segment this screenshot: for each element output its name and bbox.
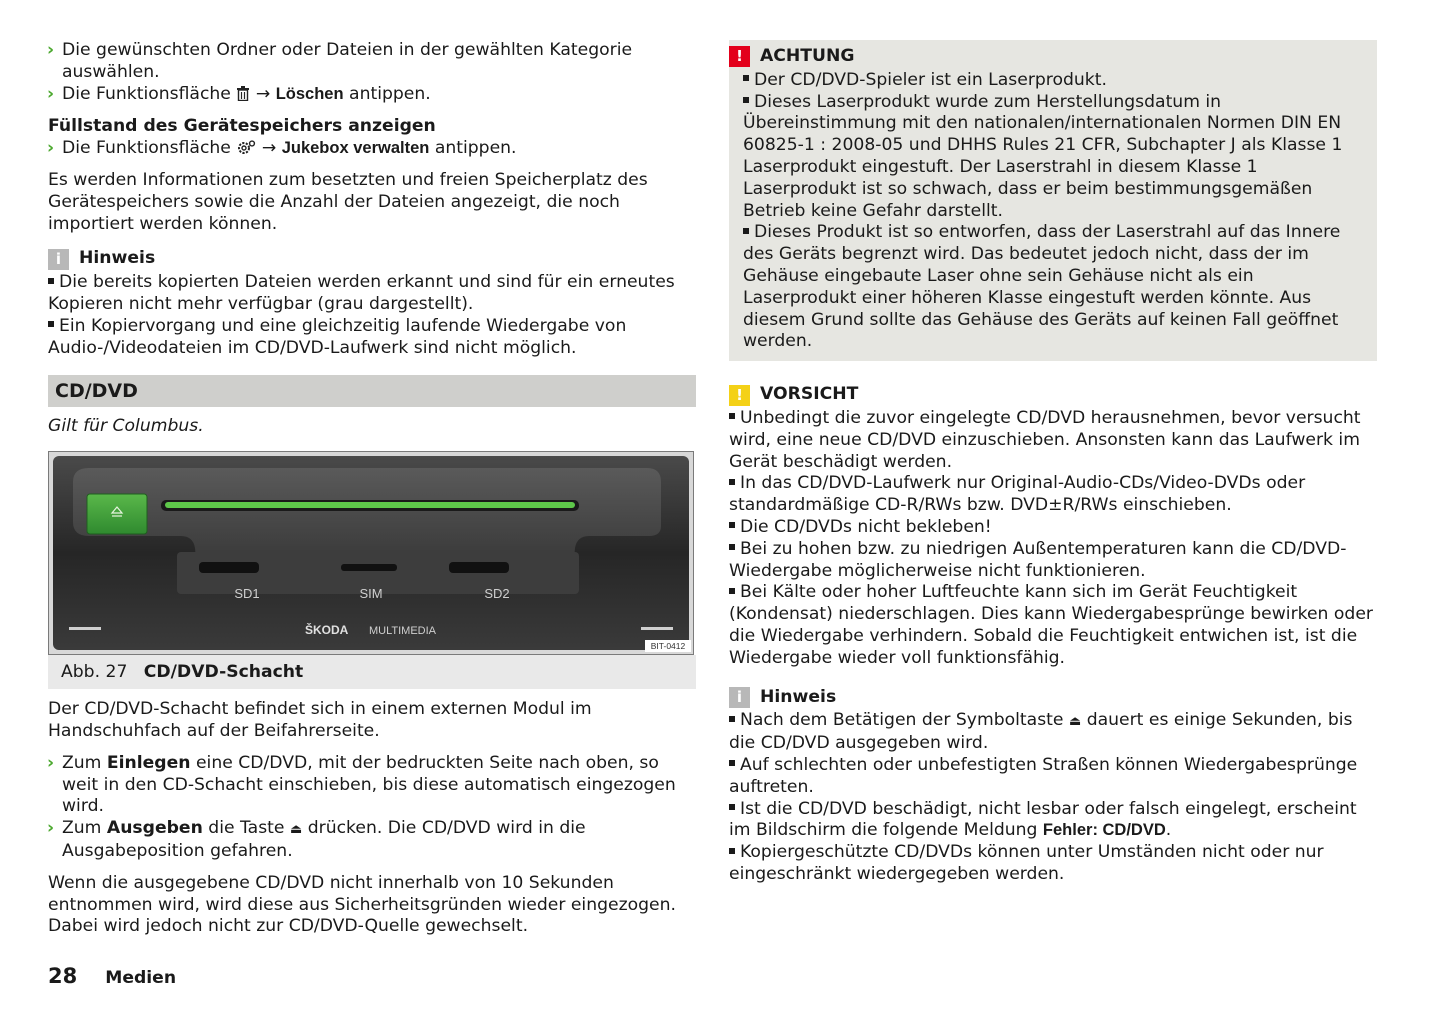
vorsicht-item: Die CD/DVDs nicht bekleben! [729,517,1377,539]
achtung-item: Dieses Produkt ist so entworfen, dass der Laserstrahl auf das Innere des Geräts begrenzt wird. Das bedeutet jedoch nicht, dass der im Gehäuse eingebaute Laser ohne sein Gehäuse nicht als ein Laserprodukt einer höheren Klasse eingestuft werden könnte. Aus diesem Grund sollte das Gehäuse des Geräts auf keinen Fall geöffnet werden. [743,222,1341,352]
brand-logo: ŠKODA [305,623,349,638]
vorsicht-item: In das CD/DVD-Laufwerk nur Original-Audio-CDs/Video-DVDs oder standardmäßige CD-R/RWs bzw. DVD±R/RWs einschieben. [729,473,1306,516]
caution-icon: ! [729,385,750,406]
timeout-paragraph: Wenn die ausgegebene CD/DVD nicht innerhalb von 10 Sekunden entnommen wird, wird diese aus Sicherheitsgründen wieder eingezogen. Dabei wird jedoch nicht zur CD/DVD-Quelle gewechselt. [48,872,676,937]
bullet-square-icon [48,321,54,327]
vorsicht-item: Bei Kälte oder hoher Luftfeuchte kann sich im Gerät Feuchtigkeit (Kondensat) niederschlagen. Dies kann Wiedergabesprünge bewirken oder die Wiedergabe verhindern. Sobald die Feuchtigkeit entwichen ist, ist die Wiedergabe wieder voll funktionsfähig. [729,582,1373,668]
vorsicht-box [729,384,1377,669]
info-icon: i [48,249,69,270]
figure-code: BIT-0412 [650,641,686,652]
bullet-square-icon [729,413,735,419]
vorsicht-item: Bei zu hohen bzw. zu niedrigen Außentemperaturen kann die CD/DVD-Wiedergabe möglicherweise nicht funktionieren. [729,538,1347,581]
step-text: Die Funktionsfläche [62,138,231,159]
hinweis-item: Ist die CD/DVD beschädigt, nicht lesbar oder falsch eingelegt, erscheint im Bildschirm die folgende Meldung Fehler: CD/DVD. [729,798,1357,841]
keyword-loeschen: Löschen [275,84,344,103]
cd-dvd-module-illustration [49,452,693,654]
vorsicht-item: Unbedingt die zuvor eingelegte CD/DVD herausnehmen, bevor versucht wird, eine neue CD/DVD einzuschieben. Ansonsten kann das Laufwerk im Gerät beschädigt werden. [729,407,1361,472]
bullet-square-icon [729,804,735,810]
step-text: Die Funktionsfläche [62,83,231,104]
chevron-right-icon: › [47,83,55,104]
hinweis-item: Auf schlechten oder unbefestigten Straßen können Wiedergabesprünge auftreten. [729,754,1358,797]
bullet-square-icon [743,97,749,103]
brand-sub: MULTIMEDIA [369,625,437,638]
achtung-header [729,46,1365,68]
bullet-square-icon [729,588,735,594]
sd2-slot[interactable] [449,562,509,573]
hinweis-header [48,248,696,270]
step-eject: › Zum Ausgeben die Taste ⏏ drücken. Die CD/DVD wird in die Ausgabeposition gefahren. [47,818,586,861]
hinweis-title: Hinweis [79,248,156,269]
hinweis-title: Hinweis [760,686,837,707]
keyword-fehler: Fehler: CD/DVD [1042,821,1166,840]
settings-icon [236,140,256,155]
hinweis-item: Nach dem Betätigen der Symboltaste ⏏ dauert es einige Sekunden, bis die CD/DVD ausgegeben wird. [729,710,1353,754]
caption-title: CD/DVD-Schacht [143,662,304,683]
eject-button[interactable] [87,494,147,534]
step-select-files [48,40,696,84]
location-paragraph: Der CD/DVD-Schacht befindet sich in einem externen Modul im Handschuhfach auf der Beifahrerseite. [48,699,592,741]
heading-fill-level: Füllstand des Gerätespeichers anzeigen [48,116,436,137]
chevron-right-icon: › [47,752,55,773]
chevron-right-icon: › [47,818,55,839]
step-insert: › Zum Einlegen eine CD/DVD, mit der bedruckten Seite nach oben, so weit in den CD-Schacht einschieben, bis diese automatisch eingezogen wird. [47,752,676,817]
caption-number: Abb. 27 [61,662,128,683]
vorsicht-header [729,384,1377,406]
step-delete [48,84,696,106]
bullet-square-icon [48,278,54,284]
right-column [729,40,1377,886]
slot-label-sd2: SD2 [484,586,510,602]
info-icon: i [729,687,750,708]
slot-label-sim: SIM [359,586,383,602]
slot-label-sd1: SD1 [234,586,260,602]
trash-icon [236,86,250,101]
eject-icon: ⏏ [1068,714,1082,730]
bullet-square-icon [729,716,735,722]
left-column [48,40,696,938]
keyword-jukebox: Jukebox verwalten [281,139,430,158]
bullet-square-icon [729,760,735,766]
sim-slot[interactable] [341,564,397,571]
bullet-square-icon [743,75,749,81]
step-text-end: antippen. [349,83,431,104]
page-number: 28 [48,964,78,988]
step-text-end: antippen. [434,138,517,159]
right-mount-indicator [641,627,673,630]
section-title-cd-dvd: CD/DVD [48,375,696,407]
vorsicht-title: VORSICHT [760,384,859,405]
bullet-square-icon [729,522,735,528]
warning-icon: ! [729,46,750,67]
footer-section: Medien [105,968,177,988]
achtung-item: Der CD/DVD-Spieler ist ein Laserprodukt. [743,70,1365,92]
hinweis-note-right [729,687,1377,886]
keyword-ausgeben: Ausgeben [106,818,203,839]
eject-icon: ⏏ [289,822,303,838]
slot-light [165,502,575,508]
bullet-square-icon [743,228,749,234]
applies-to: Gilt für Columbus. [48,416,204,437]
sd1-slot[interactable] [199,562,259,573]
info-paragraph: Es werden Informationen zum besetzten und freien Speicherplatz des Gerätespeichers sowie die Anzahl der Dateien angezeigt, die noch importiert werden können. [48,169,648,234]
achtung-warning-box [729,40,1377,361]
figure-cd-dvd-slot [48,451,694,655]
keyword-einlegen: Einlegen [106,752,191,773]
hinweis-item: Kopiergeschützte CD/DVDs können unter Umständen nicht oder nur eingeschränkt wiedergegeben werden. [729,842,1324,884]
hinweis-header [729,687,1377,709]
step-text: Die gewünschten Ordner oder Dateien in der gewählten Kategorie auswählen. [62,40,633,82]
hinweis-note [48,248,696,359]
bullet-square-icon [729,544,735,550]
achtung-item: Dieses Laserprodukt wurde zum Herstellungsdatum in Übereinstimmung mit den nationalen/internationalen Normen DIN EN 60825-1 : 2008-05 und DHHS Rules 21 CFR, Subchapter J als Klasse 1 Laserprodukt eingestuft. Der Laserstrahl in diesem Klasse 1 Laserprodukt ist so schwach, dass er beim bestimmungsgemäßen Betrieb keine Gefahr darstellt. [743,91,1343,221]
arrow-right-icon: → [261,138,277,159]
step-jukebox [48,138,696,160]
page-footer [48,966,176,990]
figure-caption [48,655,696,689]
achtung-title: ACHTUNG [760,46,855,66]
hinweis-item: Die bereits kopierten Dateien werden erkannt und sind für ein erneutes Kopieren nicht mehr verfügbar (grau dargestellt). [48,272,675,314]
left-mount-indicator [69,627,101,630]
hinweis-item: Ein Kopiervorgang und eine gleichzeitig laufende Wiedergabe von Audio-/Videodateien im CD/DVD-Laufwerk sind nicht möglich. [48,315,627,358]
chevron-right-icon: › [47,138,55,159]
bullet-square-icon [729,479,735,485]
chevron-right-icon: › [47,40,55,60]
bullet-square-icon [729,848,735,854]
arrow-right-icon: → [255,83,271,104]
